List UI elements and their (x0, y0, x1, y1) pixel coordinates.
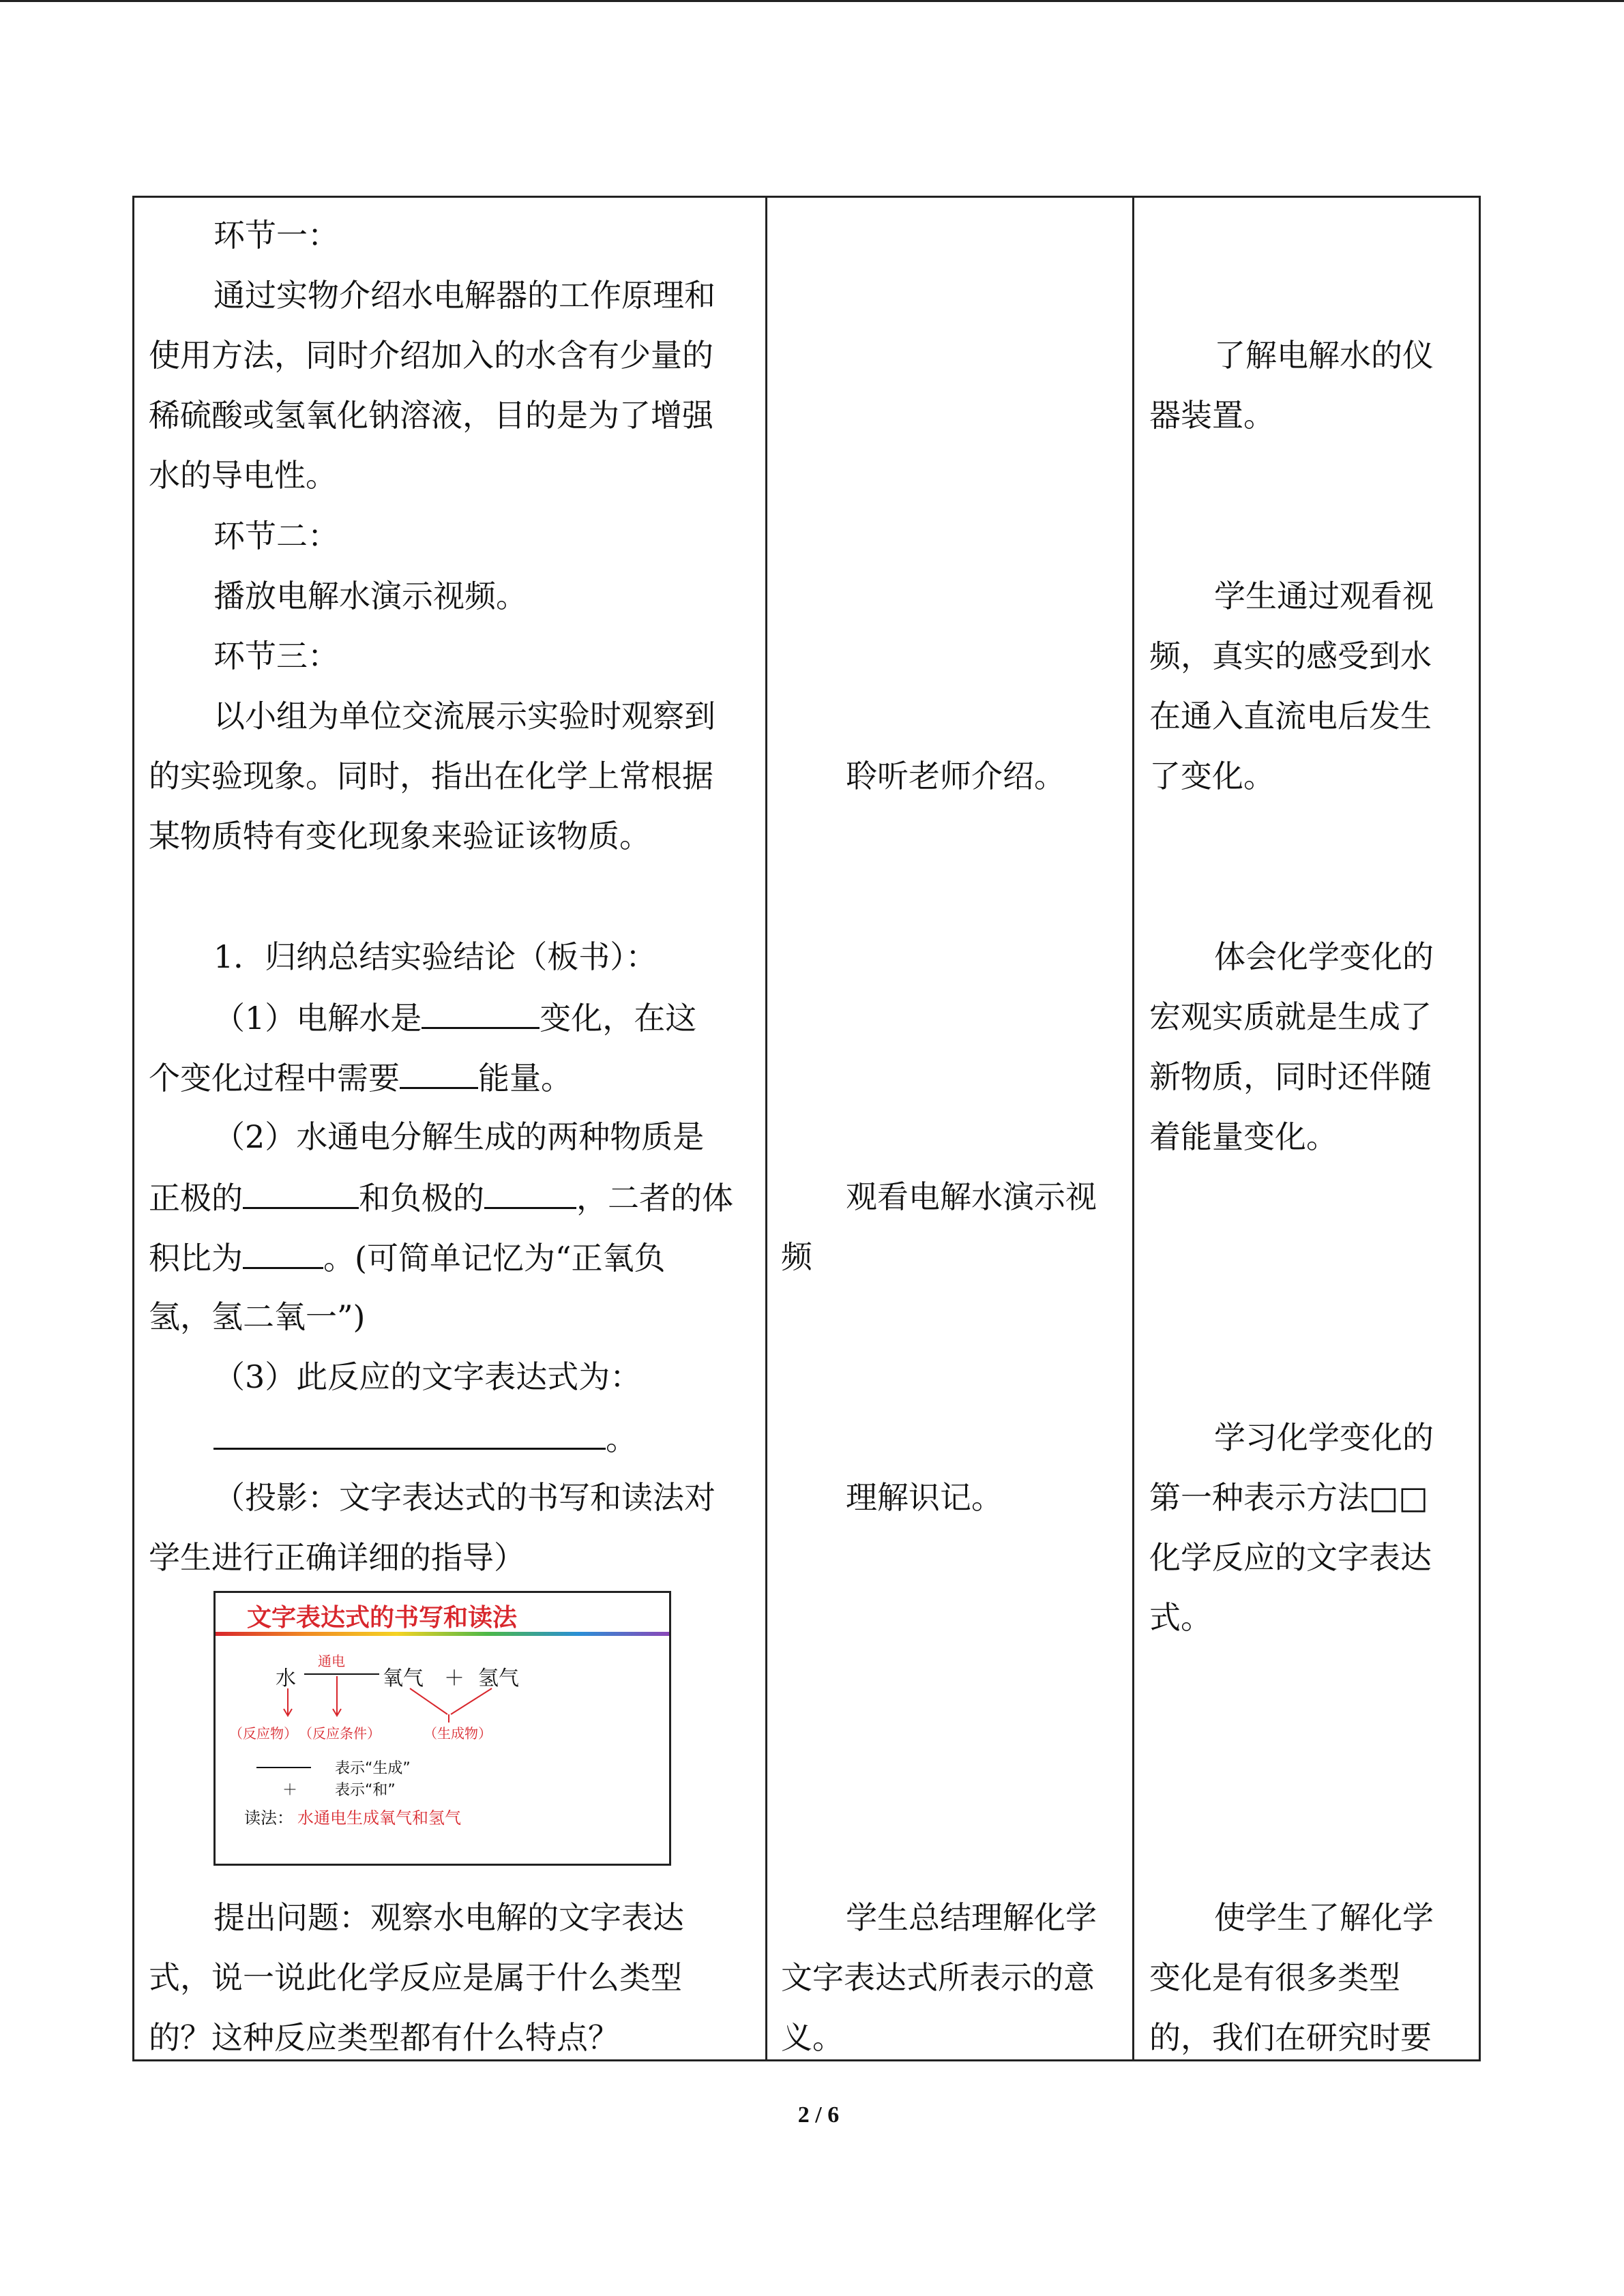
text-line: 提出问题：观察水电解的文字表达 (213, 1899, 684, 1936)
text-line: 以小组为单位交流展示实验时观察到 (213, 698, 715, 734)
text: 和负极的 (359, 1180, 484, 1217)
product-hydrogen: 氢气 (478, 1667, 519, 1690)
text-line: 在通入直流电后发生 (1149, 698, 1432, 734)
text-line: 的实验现象。同时，指出在化学上常根据 (149, 758, 713, 794)
text-line: （投影：文字表达式的书写和读法对 (213, 1479, 715, 1516)
text-line: （2）水通电分解生成的两种物质是 (213, 1118, 705, 1155)
text-line: 了解电解水的仪 (1214, 337, 1434, 374)
reading-label: 读法： (244, 1808, 293, 1828)
text-line: 学生总结理解化学 (846, 1899, 1097, 1936)
text-line: 1．归纳总结实验结论（板书）： (213, 938, 658, 975)
page-number: 2 / 6 (797, 2102, 840, 2128)
text-line: 播放电解水演示视频。 (213, 578, 527, 614)
text-line: 了变化。 (1149, 758, 1275, 794)
text-line: 义。 (781, 2019, 844, 2056)
text: 正极的 (149, 1180, 243, 1217)
text-line: 某物质特有变化现象来验证该物质。 (149, 818, 651, 854)
text-line: 理解识记。 (846, 1479, 1003, 1516)
text-line: 频 (781, 1238, 812, 1275)
text: 。(可简单记忆为“正氧负 (323, 1240, 666, 1277)
top-border (0, 0, 1624, 2)
text-line: 频，真实的感受到水 (1149, 638, 1432, 674)
text-line: 文字表达式所表示的意 (781, 1959, 1095, 1996)
legend-plus-sign: ＋ (282, 1782, 298, 1799)
projection-slide-image (213, 1591, 671, 1866)
text-line: 聆听老师介绍。 (846, 758, 1065, 794)
text-line: 学生进行正确详细的指导） (149, 1539, 525, 1576)
text: ，二者的体 (576, 1180, 733, 1217)
reactant-water: 水 (276, 1667, 296, 1690)
text-line: 体会化学变化的 (1214, 938, 1434, 975)
text: 。 (606, 1420, 637, 1457)
text: 变化，在这 (540, 1000, 697, 1037)
text-line: 变化是有很多类型 (1149, 1959, 1400, 1996)
column-divider (1132, 198, 1134, 2059)
text-line: 环节一： (213, 217, 339, 254)
text-line: （3）此反应的文字表达式为： (213, 1358, 642, 1395)
text-line (149, 1057, 572, 1098)
text: 能量。 (478, 1060, 572, 1097)
plus-sign: ＋ (444, 1667, 464, 1690)
reaction-condition: 通电 (318, 1653, 345, 1669)
text-line: 的？这种反应类型都有什么特点？ (149, 2019, 619, 2056)
column-divider (765, 198, 767, 2059)
text: 积比为 (149, 1240, 243, 1277)
text-line: 新物质，同时还伴随 (1149, 1058, 1432, 1095)
text-line: 氢，氢二氧一”) (149, 1298, 366, 1335)
fill-blank (484, 1177, 576, 1209)
legend-arrow-line (256, 1767, 311, 1768)
text-line: 观看电解水演示视 (846, 1178, 1097, 1215)
fill-blank (243, 1177, 359, 1209)
text-line (149, 1177, 733, 1218)
text-line: 宏观实质就是生成了 (1149, 998, 1432, 1035)
text-line: 第一种表示方法□□ (1149, 1479, 1428, 1516)
text-line: 水的导电性。 (149, 457, 337, 494)
label-condition: （反应条件） (299, 1725, 381, 1742)
text-line: 使用方法，同时介绍加入的水含有少量的 (149, 337, 713, 374)
text-line: 学生通过观看视 (1214, 578, 1434, 614)
text-line (213, 1418, 637, 1459)
fill-blank (422, 997, 540, 1029)
text-line: 环节三： (213, 638, 339, 674)
text-line: 式。 (1149, 1599, 1212, 1636)
legend-arrow-text: 表示“生成” (335, 1760, 411, 1777)
text-line: 化学反应的文字表达 (1149, 1539, 1432, 1576)
text-line: 着能量变化。 (1149, 1118, 1338, 1155)
text-line: 学习化学变化的 (1214, 1419, 1434, 1456)
text: 个变化过程中需要 (149, 1060, 400, 1097)
reading-text: 水通电生成氧气和氢气 (297, 1808, 461, 1828)
text-line (149, 1237, 665, 1278)
text-line: 的，我们在研究时要 (1149, 2019, 1432, 2056)
label-product: （生成物） (424, 1725, 492, 1742)
text-line: 通过实物介绍水电解器的工作原理和 (213, 277, 715, 314)
text-line: 器装置。 (1149, 397, 1275, 434)
fill-blank (213, 1418, 606, 1450)
text-line: 使学生了解化学 (1214, 1899, 1434, 1936)
label-reactant: （反应物） (229, 1725, 297, 1742)
legend-plus-text: 表示“和” (335, 1782, 396, 1799)
product-oxygen: 氧气 (383, 1667, 424, 1690)
text-line: 环节二： (213, 518, 339, 554)
fill-blank (400, 1057, 478, 1089)
text-line: 稀硫酸或氢氧化钠溶液，目的是为了增强 (149, 397, 713, 434)
slide-title: 文字表达式的书写和读法 (247, 1604, 518, 1632)
text: （1）电解水是 (213, 1000, 422, 1037)
fill-blank (243, 1237, 323, 1269)
text-line: 式，说一说此化学反应是属于什么类型 (149, 1959, 682, 1996)
text-line (213, 997, 696, 1038)
